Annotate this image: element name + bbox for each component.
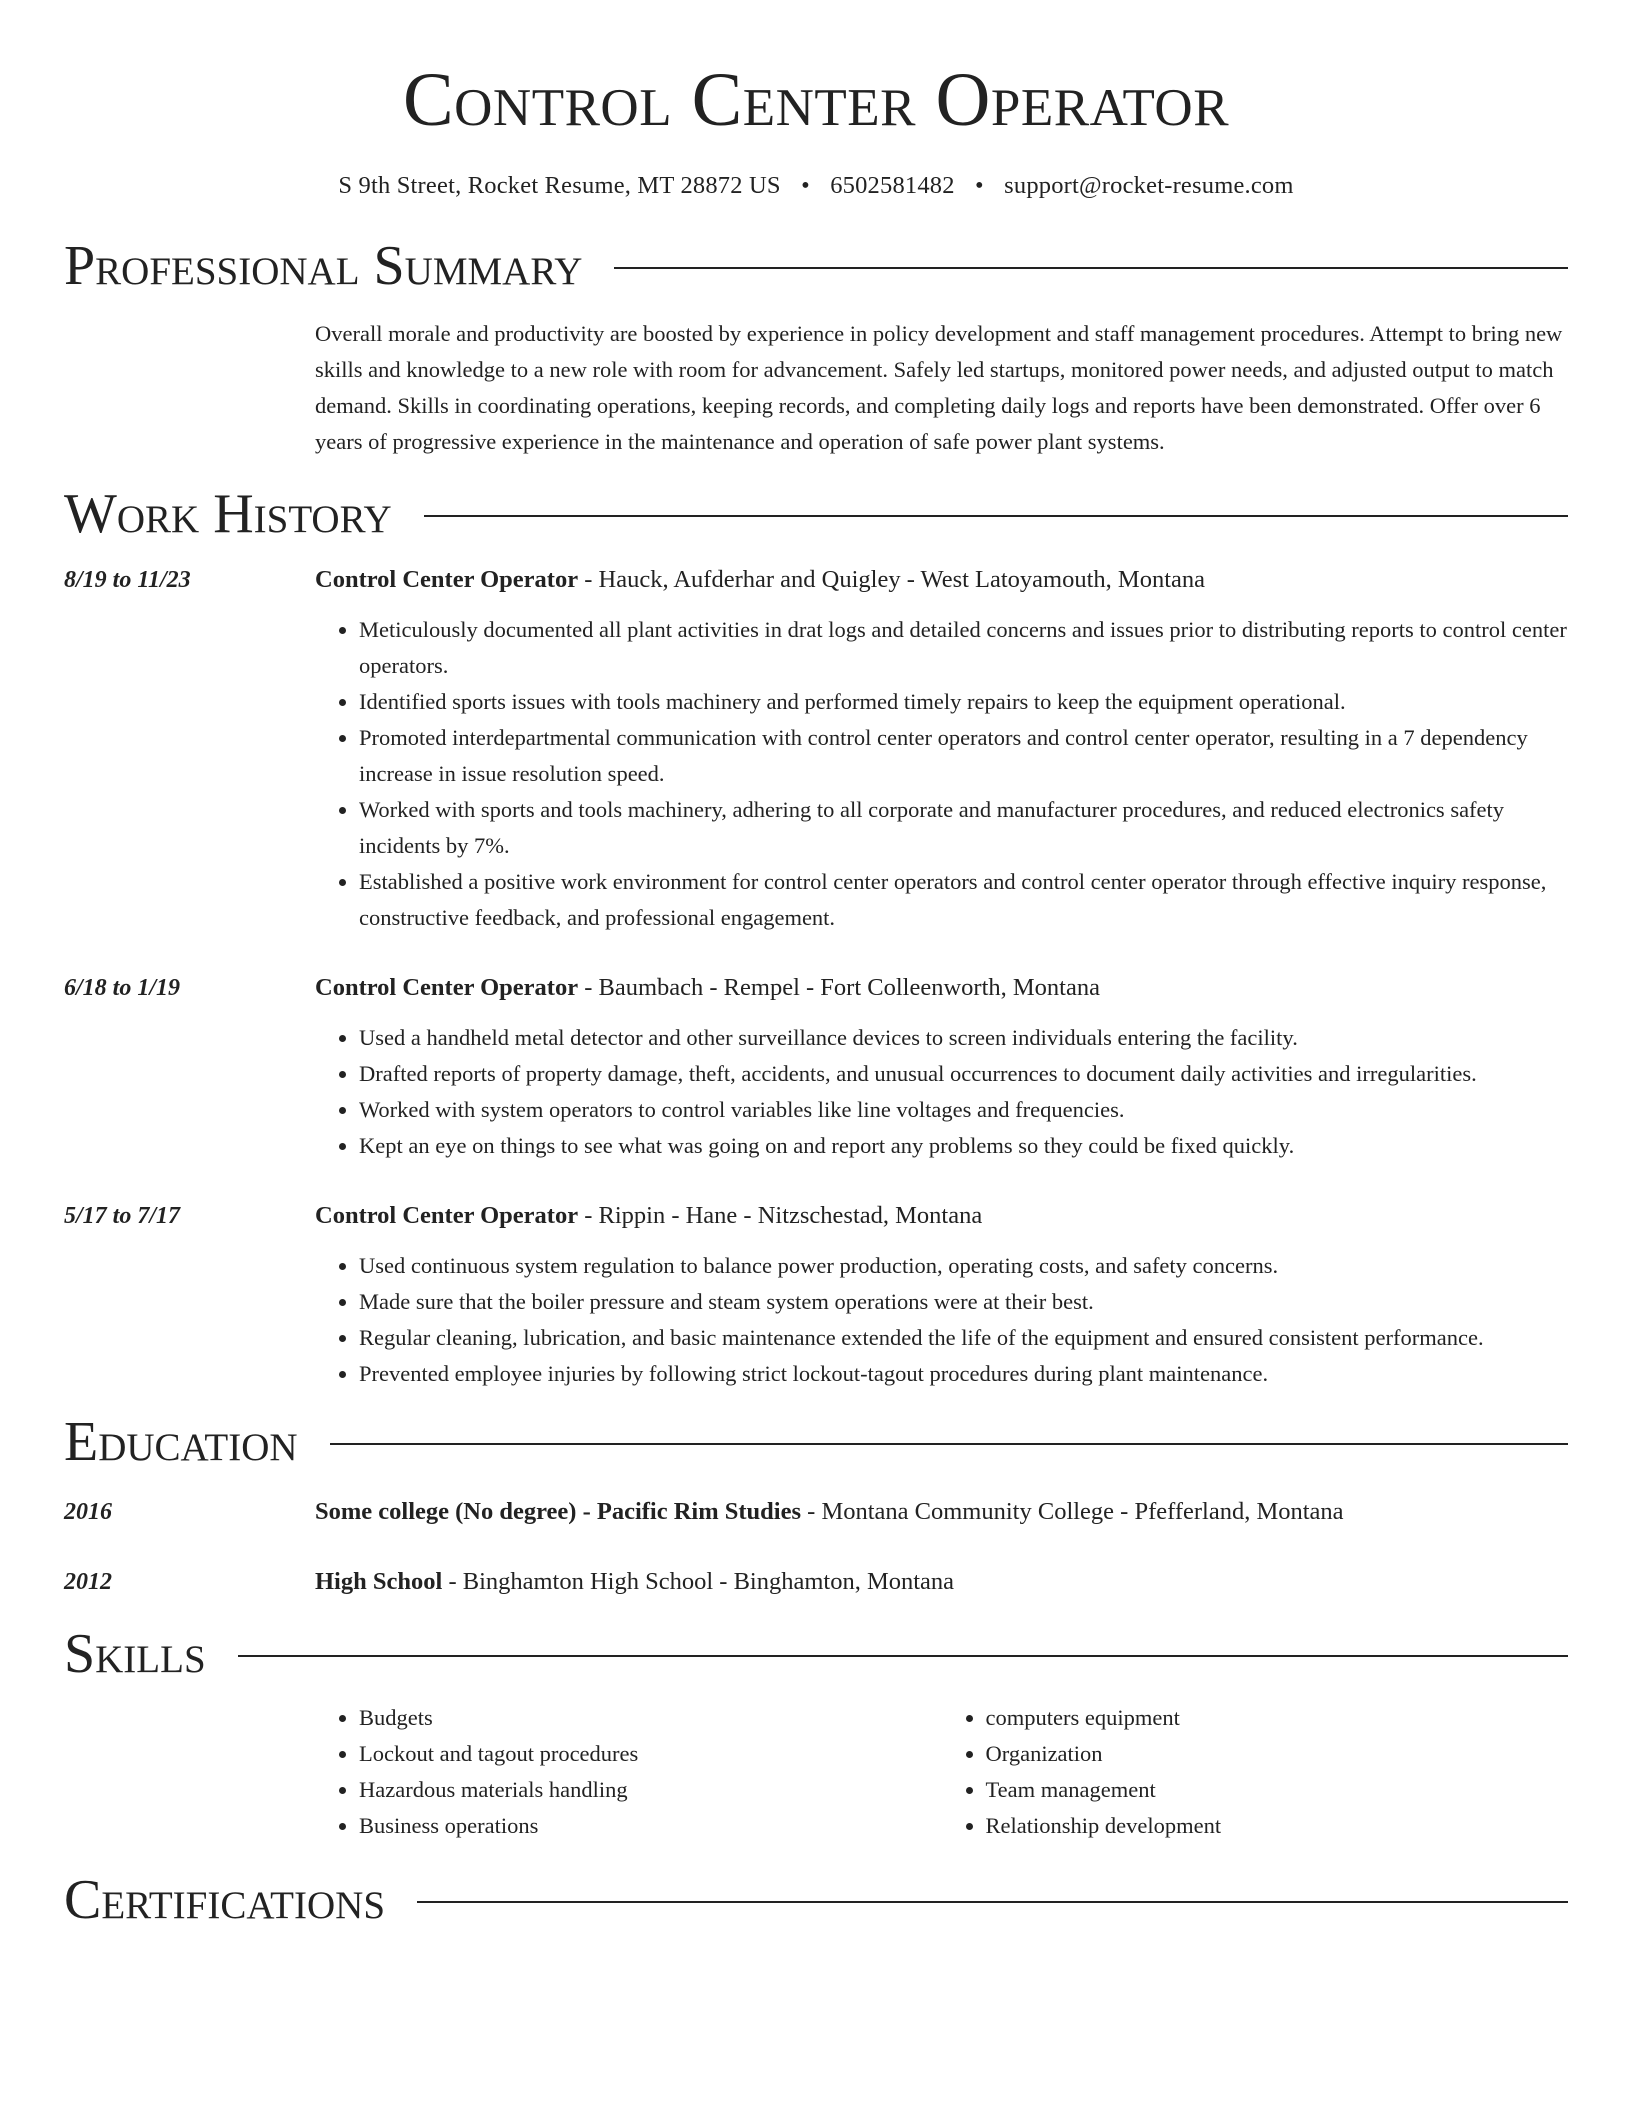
list-item: • Identified sports issues with tools machinery and performed timely repairs to keep the equipment operational. — [359, 684, 1568, 720]
section-title: Professional Summary — [64, 235, 583, 297]
skill-item: • Team management — [986, 1772, 1569, 1808]
education-entry — [64, 1564, 1568, 1600]
section-rule — [417, 1901, 1568, 1903]
section-title: Education — [64, 1411, 298, 1473]
education-school: - Binghamton High School - Binghamton, Montana — [442, 1568, 955, 1595]
job-bullets — [315, 1020, 1568, 1164]
job-title-line — [315, 970, 1568, 1006]
phone: 6502581482 — [830, 172, 955, 199]
list-item: • Kept an eye on things to see what was going on and report any problems so they could be fixed quickly. — [359, 1128, 1568, 1164]
skill-item: • Lockout and tagout procedures — [359, 1736, 942, 1772]
section-rule — [330, 1443, 1568, 1445]
list-item: • Worked with sports and tools machinery, adhering to all corporate and manufacturer procedures, and reduced electronics safety incidents by 7%. — [359, 792, 1568, 864]
job-bullets — [315, 1248, 1568, 1392]
section-education-header — [64, 1411, 1568, 1473]
candidate-name: Control Center Operator — [402, 58, 1230, 142]
section-rule — [238, 1655, 1568, 1657]
job-employer: - Hauck, Aufderhar and Quigley - West Latoyamouth, Montana — [578, 566, 1206, 593]
job-entry — [64, 562, 1568, 936]
section-rule — [424, 515, 1568, 517]
section-certifications-header — [64, 1869, 1568, 1931]
job-date: 6/18 to 1/19 — [64, 975, 181, 1001]
job-title-line — [315, 562, 1568, 598]
job-bullets — [315, 612, 1568, 936]
job-date: 5/17 to 7/17 — [64, 1203, 181, 1229]
list-item: • Worked with system operators to control variables like line voltages and frequencies. — [359, 1092, 1568, 1128]
education-date: 2016 — [64, 1499, 112, 1525]
section-title: Skills — [64, 1623, 206, 1685]
skill-item: • Business operations — [359, 1808, 942, 1844]
job-employer: - Baumbach - Rempel - Fort Colleenworth, Montana — [578, 974, 1100, 1001]
resume-page — [64, 0, 1568, 1931]
education-degree: High School — [315, 1568, 443, 1595]
email: support@rocket-resume.com — [1004, 172, 1294, 199]
job-entry — [64, 1198, 1568, 1392]
education-date: 2012 — [64, 1569, 112, 1595]
separator: • — [975, 172, 984, 199]
section-skills-header — [64, 1623, 1568, 1685]
skill-item: • Hazardous materials handling — [359, 1772, 942, 1808]
section-title: Work History — [64, 483, 392, 545]
section-title: Certifications — [64, 1869, 386, 1931]
contact-line — [64, 172, 1568, 200]
section-summary-header — [64, 235, 1568, 297]
list-item: • Regular cleaning, lubrication, and basic maintenance extended the life of the equipment and ensured consistent performance. — [359, 1320, 1568, 1356]
job-employer: - Rippin - Hane - Nitzschestad, Montana — [578, 1202, 983, 1229]
education-title-line — [315, 1564, 1568, 1600]
job-title: Control Center Operator — [315, 1202, 579, 1229]
list-item: • Meticulously documented all plant activities in drat logs and detailed concerns and issues prior to distributing reports to control center operators. — [359, 612, 1568, 684]
skills-list — [315, 1700, 1568, 1844]
separator: • — [801, 172, 810, 199]
list-item: • Drafted reports of property damage, theft, accidents, and unusual occurrences to document daily activities and irregularities. — [359, 1056, 1568, 1092]
list-item: • Made sure that the boiler pressure and steam system operations were at their best. — [359, 1284, 1568, 1320]
skill-item: • Budgets — [359, 1700, 942, 1736]
skill-item: • computers equipment — [986, 1700, 1569, 1736]
job-entry — [64, 970, 1568, 1164]
list-item: • Prevented employee injuries by following strict lockout-tagout procedures during plant maintenance. — [359, 1356, 1568, 1392]
job-title: Control Center Operator — [315, 974, 579, 1001]
education-entry — [64, 1494, 1568, 1530]
list-item: • Promoted interdepartmental communication with control center operators and control center operator, resulting in a 7 dependency increase in issue resolution speed. — [359, 720, 1568, 792]
list-item: • Established a positive work environment for control center operators and control center operator through effective inquiry response, constructive feedback, and professional engagement. — [359, 864, 1568, 936]
list-item: • Used continuous system regulation to balance power production, operating costs, and safety concerns. — [359, 1248, 1568, 1284]
job-title: Control Center Operator — [315, 566, 579, 593]
education-school: - Montana Community College - Pfefferland, Montana — [801, 1498, 1344, 1525]
section-work-header — [64, 483, 1568, 545]
skills-column — [942, 1700, 1569, 1844]
summary-text: Overall morale and productivity are boosted by experience in policy development and staff management procedures. Attempt to bring new skills and knowledge to a new role with room for advancement. Safely led startups, monitored power needs, and adjusted output to match demand. Skills in coordinating operations, keeping records, and completing daily logs and reports have been demonstrated. Offer over 6 years of progressive experience in the maintenance and operation of safe power plant systems. — [315, 321, 1563, 454]
education-title-line — [315, 1494, 1568, 1530]
skills-column — [315, 1700, 942, 1844]
job-title-line — [315, 1198, 1568, 1234]
education-degree: Some college (No degree) - Pacific Rim Studies — [315, 1498, 802, 1525]
skill-item: • Relationship development — [986, 1808, 1569, 1844]
section-rule — [614, 267, 1568, 269]
job-date: 8/19 to 11/23 — [64, 567, 191, 593]
skill-item: • Organization — [986, 1736, 1569, 1772]
list-item: • Used a handheld metal detector and other surveillance devices to screen individuals entering the facility. — [359, 1020, 1568, 1056]
address: S 9th Street, Rocket Resume, MT 28872 US — [338, 172, 781, 199]
